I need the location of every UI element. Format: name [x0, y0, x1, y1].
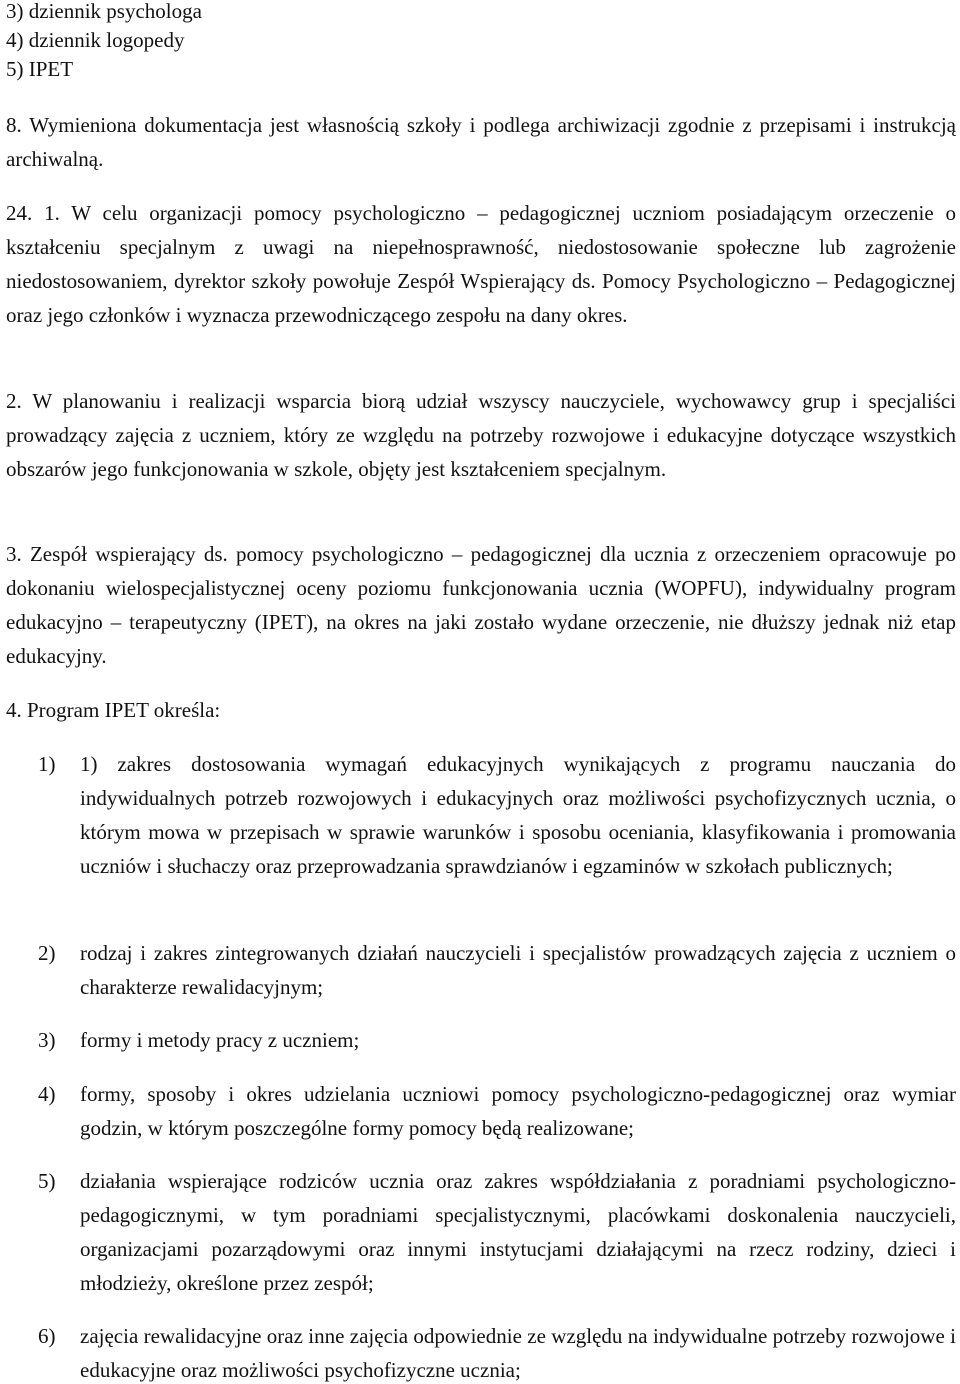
list-number: 5) [38, 1169, 56, 1193]
list-item-dziennik-psychologa: 3) dziennik psychologa [6, 0, 202, 23]
list-number: 3) [38, 1028, 56, 1052]
document-page [6, 0, 956, 1384]
list-item-text: działania wspierające rodziców ucznia oraz zakres współdziałania z poradniami psychologiczno-pedagogicznymi, w tym poradniami specjalistycznymi, placówkami doskonalenia nauczycieli, organizacjami pozarządowymi oraz innymi instytucjami działającymi na rzecz rodziny, dzieci i młodzieży, określone przez zespół; [80, 1169, 956, 1295]
list-number: 4) [38, 1082, 56, 1106]
list-item-text: rodzaj i zakres zintegrowanych działań nauczycieli i specjalistów prowadzących zajęcia z uczniem o charakterze rewalidacyjnym; [80, 941, 956, 999]
list-item-text: 1) zakres dostosowania wymagań edukacyjnych wynikających z programu nauczania do indywidualnych potrzeb rozwojowych i edukacyjnych oraz możliwości psychofizycznych ucznia, o którym mowa w przepisach w sprawie warunków i sposobu oceniania, klasyfikowania i promowania uczniów i słuchaczy oraz przeprowadzania sprawdzianów i egzaminów w szkołach publicznych; [80, 752, 956, 878]
list-item-text: zajęcia rewalidacyjne oraz inne zajęcia odpowiednie ze względu na indywidualne potrzeby rozwojowe i edukacyjne oraz możliwości psychofizyczne ucznia; [80, 1324, 956, 1382]
list-number: 6) [38, 1324, 56, 1348]
list-item-text: formy i metody pracy z uczniem; [80, 1028, 360, 1052]
list-item-ipet: 5) IPET [6, 57, 74, 81]
list-number: 2) [38, 941, 56, 965]
paragraph-4-heading: 4. Program IPET określa: [6, 698, 221, 722]
paragraph-8: 8. Wymieniona dokumentacja jest własnością szkoły i podlega archiwizacji zgodnie z przepisami i instrukcją archiwalną. [6, 113, 956, 171]
list-item-dziennik-logopedy: 4) dziennik logopedy [6, 28, 185, 52]
list-number: 1) [38, 752, 56, 776]
list-item-text: formy, sposoby i okres udzielania uczniowi pomocy psychologiczno-pedagogicznej oraz wymiar godzin, w którym poszczególne formy pomocy będą realizowane; [80, 1082, 956, 1140]
paragraph-2: 2. W planowaniu i realizacji wsparcia biorą udział wszyscy nauczyciele, wychowawcy grup i specjaliści prowadzący zajęcia z uczniem, który ze względu na potrzeby rozwojowe i edukacyjne dotyczące wszystkich obszarów jego funkcjonowania w szkole, objęty jest kształceniem specjalnym. [6, 389, 956, 481]
paragraph-24-1: 24. 1. W celu organizacji pomocy psychologiczno – pedagogicznej uczniom posiadającym orzeczenie o kształceniu specjalnym z uwagi na niepełnosprawność, niedostosowanie społeczne lub zagrożenie niedostosowaniem, dyrektor szkoły powołuje Zespół Wspierający ds. Pomocy Psychologiczno – Pedagogicznej oraz jego członków i wyznacza przewodniczącego zespołu na dany okres. [6, 201, 956, 327]
paragraph-3: 3. Zespół wspierający ds. pomocy psychologiczno – pedagogicznej dla ucznia z orzeczeniem opracowuje po dokonaniu wielospecjalistycznej oceny poziomu funkcjonowania ucznia (WOPFU), indywidualny program edukacyjno – terapeutyczny (IPET), na okres na jaki zostało wydane orzeczenie, nie dłuższy jednak niż etap edukacyjny. [6, 542, 956, 668]
